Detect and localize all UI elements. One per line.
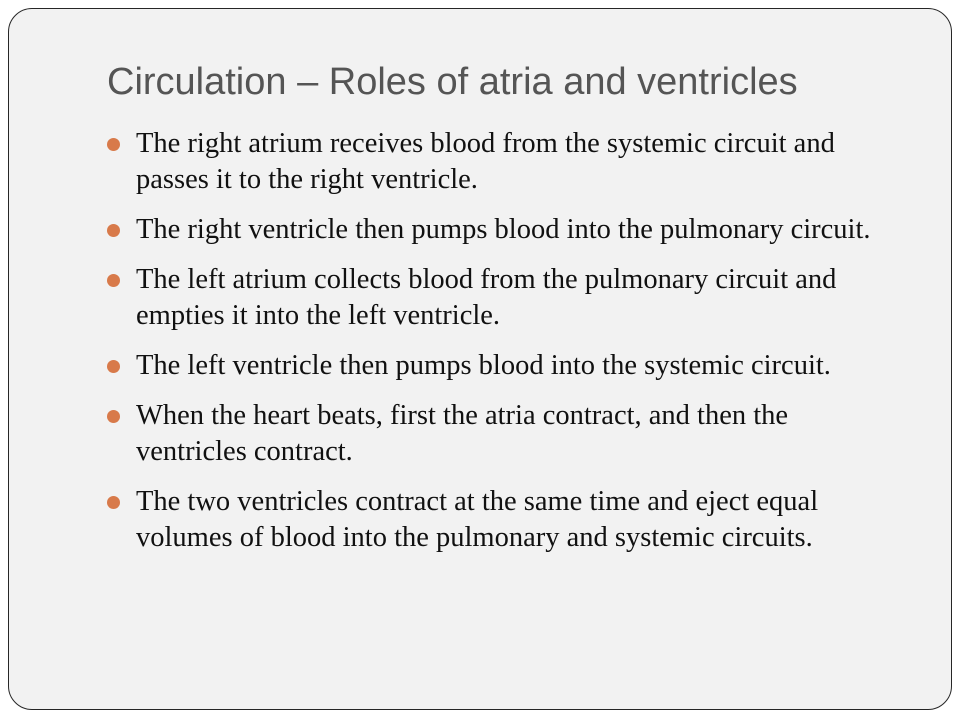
bullet-item — [107, 348, 887, 384]
bullet-dot-icon — [107, 224, 120, 237]
bullet-dot-icon — [107, 274, 120, 287]
bullet-dot-icon — [107, 360, 120, 373]
bullet-dot-icon — [107, 138, 120, 151]
bullet-text: The left atrium collects blood from the pulmonary circuit and empties it into the left ventricle. — [136, 264, 837, 331]
bullet-dot-icon — [107, 496, 120, 509]
slide-title: Circulation – Roles of atria and ventricles — [107, 61, 798, 103]
bullet-item — [107, 398, 887, 470]
bullet-text: The left ventricle then pumps blood into the systemic circuit. — [136, 350, 831, 381]
bullet-text: The right atrium receives blood from the systemic circuit and passes it to the right ventricle. — [136, 128, 835, 195]
bullet-item — [107, 126, 887, 198]
bullet-list — [107, 126, 887, 570]
bullet-item — [107, 484, 887, 556]
bullet-item — [107, 262, 887, 334]
bullet-text: The right ventricle then pumps blood into the pulmonary circuit. — [136, 214, 871, 245]
bullet-dot-icon — [107, 410, 120, 423]
bullet-item — [107, 212, 887, 248]
bullet-text: When the heart beats, first the atria contract, and then the ventricles contract. — [136, 400, 789, 467]
bullet-text: The two ventricles contract at the same time and eject equal volumes of blood into the pulmonary and systemic circuits. — [136, 486, 819, 553]
